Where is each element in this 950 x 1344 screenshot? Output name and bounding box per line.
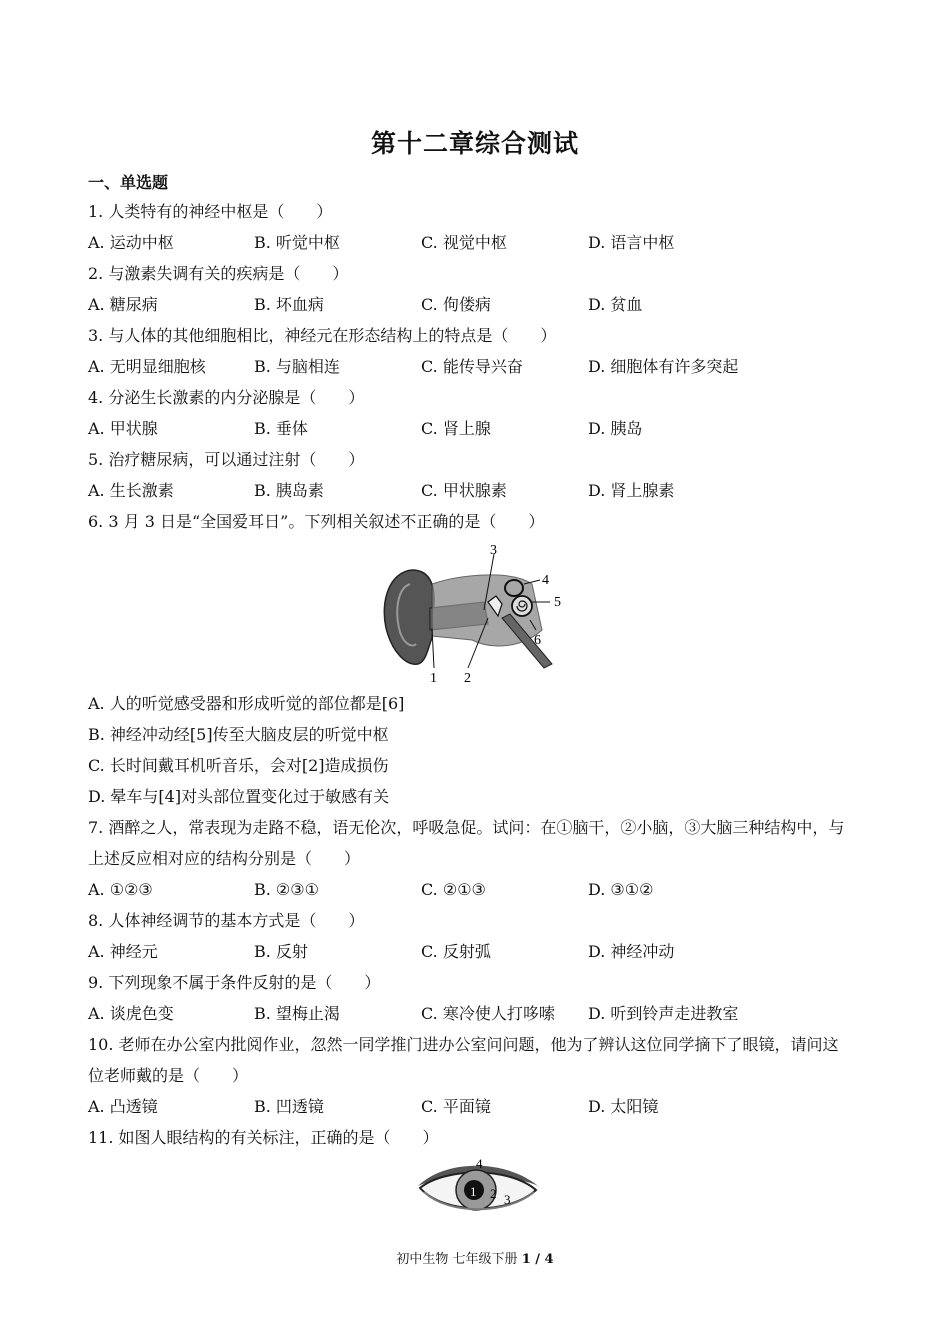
ear-label-2: 2 <box>464 671 471 685</box>
question-9: 9. 下列现象不属于条件反射的是（ ） <box>88 973 381 992</box>
option-b: B. 望梅止渴 <box>254 1004 340 1023</box>
option-d: D. 肾上腺素 <box>588 481 675 500</box>
option-b: B. 垂体 <box>254 419 308 438</box>
question-10-line-1: 10. 老师在办公室内批阅作业，忽然一同学推门进办公室问问题，他为了辨认这位同学摘下了眼镜，请问这 <box>88 1035 839 1054</box>
option-a: A. ①②③ <box>88 880 153 899</box>
option-d: D. 胰岛 <box>588 419 643 438</box>
options-3 <box>88 357 868 377</box>
option-a: A. 甲状腺 <box>88 419 158 438</box>
option-d: D. 听到铃声走进教室 <box>588 1004 739 1023</box>
eye-label-1: 1 <box>470 1184 477 1199</box>
option-c: C. 寒冷使人打哆嗦 <box>421 1004 555 1023</box>
options-9 <box>88 1004 868 1024</box>
option-a: A. 无明显细胞核 <box>88 357 206 376</box>
option-b: B. 胰岛素 <box>254 481 324 500</box>
options-4 <box>88 419 868 439</box>
question-11: 11. 如图人眼结构的有关标注，正确的是（ ） <box>88 1128 439 1147</box>
option-c: C. 佝偻病 <box>421 295 491 314</box>
option-c: C. 肾上腺 <box>421 419 491 438</box>
options-8 <box>88 942 868 962</box>
option-c: C. 视觉中枢 <box>421 233 507 252</box>
option-b: B. ②③① <box>254 880 319 899</box>
ear-structure-figure <box>372 540 582 685</box>
ear-label-1: 1 <box>430 671 437 685</box>
option-a: A. 神经元 <box>88 942 158 961</box>
option-a: A. 凸透镜 <box>88 1097 158 1116</box>
question-8: 8. 人体神经调节的基本方式是（ ） <box>88 911 365 930</box>
question-7-line-1: 7. 酒醉之人，常表现为走路不稳，语无伦次，呼吸急促。试问：在①脑干，②小脑，③大脑三种结构中，与 <box>88 818 845 837</box>
section-heading: 一、单选题 <box>88 173 169 192</box>
option-c: C. 甲状腺素 <box>421 481 507 500</box>
question-3: 3. 与人体的其他细胞相比，神经元在形态结构上的特点是（ ） <box>88 326 557 345</box>
ear-label-6: 6 <box>534 633 541 648</box>
option-c: C. ②①③ <box>421 880 486 899</box>
option-d: D. 神经冲动 <box>588 942 675 961</box>
question-4: 4. 分泌生长激素的内分泌腺是（ ） <box>88 388 365 407</box>
option-a: A. 生长激素 <box>88 481 174 500</box>
option-c: C. 平面镜 <box>421 1097 491 1116</box>
option-c: C. 反射弧 <box>421 942 491 961</box>
question-1: 1. 人类特有的神经中枢是（ ） <box>88 202 333 221</box>
option-d: D. 细胞体有许多突起 <box>588 357 739 376</box>
options-5 <box>88 481 868 501</box>
eye-label-3: 3 <box>504 1192 511 1207</box>
option-d: D. ③①② <box>588 880 654 899</box>
question-6: 6. 3 月 3 日是“全国爱耳日”。下列相关叙述不正确的是（ ） <box>88 512 545 531</box>
option-a: A. 运动中枢 <box>88 233 174 252</box>
option-d: D. 贫血 <box>588 295 643 314</box>
footer-subject: 初中生物 七年级下册 <box>396 1252 518 1267</box>
option-d: D. 太阳镜 <box>588 1097 659 1116</box>
page-title: 第十二章综合测试 <box>370 129 579 158</box>
cochlea-shape <box>512 596 532 616</box>
option-b: B. 听觉中枢 <box>254 233 340 252</box>
option-a: A. 谈虎色变 <box>88 1004 174 1023</box>
question-10-line-2: 位老师戴的是（ ） <box>88 1066 249 1085</box>
option-d: D. 语言中枢 <box>588 233 675 252</box>
ear-label-3: 3 <box>490 543 497 558</box>
question-7-line-2: 上述反应相对应的结构分别是（ ） <box>88 849 361 868</box>
footer-page-number: 1 / 4 <box>521 1252 554 1267</box>
option-b: B. 与脑相连 <box>254 357 340 376</box>
option-b: B. 坏血病 <box>254 295 324 314</box>
page-footer <box>0 1248 950 1267</box>
ear-label-4: 4 <box>542 573 549 588</box>
option-d: D. 晕车与[4]对头部位置变化过于敏感有关 <box>88 787 390 806</box>
option-b: B. 反射 <box>254 942 308 961</box>
eye-label-4: 4 <box>476 1156 483 1171</box>
option-c: C. 长时间戴耳机听音乐，会对[2]造成损伤 <box>88 756 389 775</box>
options-7 <box>88 880 868 900</box>
option-b: B. 凹透镜 <box>254 1097 324 1116</box>
question-5: 5. 治疗糖尿病，可以通过注射（ ） <box>88 450 365 469</box>
option-c: C. 能传导兴奋 <box>421 357 523 376</box>
options-1 <box>88 233 868 253</box>
eye-structure-figure <box>414 1156 544 1224</box>
option-b: B. 神经冲动经[5]传至大脑皮层的听觉中枢 <box>88 725 389 744</box>
question-2: 2. 与激素失调有关的疾病是（ ） <box>88 264 349 283</box>
ear-label-5: 5 <box>554 595 561 610</box>
eye-label-2: 2 <box>490 1186 497 1201</box>
option-a: A. 糖尿病 <box>88 295 158 314</box>
options-10 <box>88 1097 868 1117</box>
options-2 <box>88 295 868 315</box>
option-a: A. 人的听觉感受器和形成听觉的部位都是[6] <box>88 694 405 713</box>
